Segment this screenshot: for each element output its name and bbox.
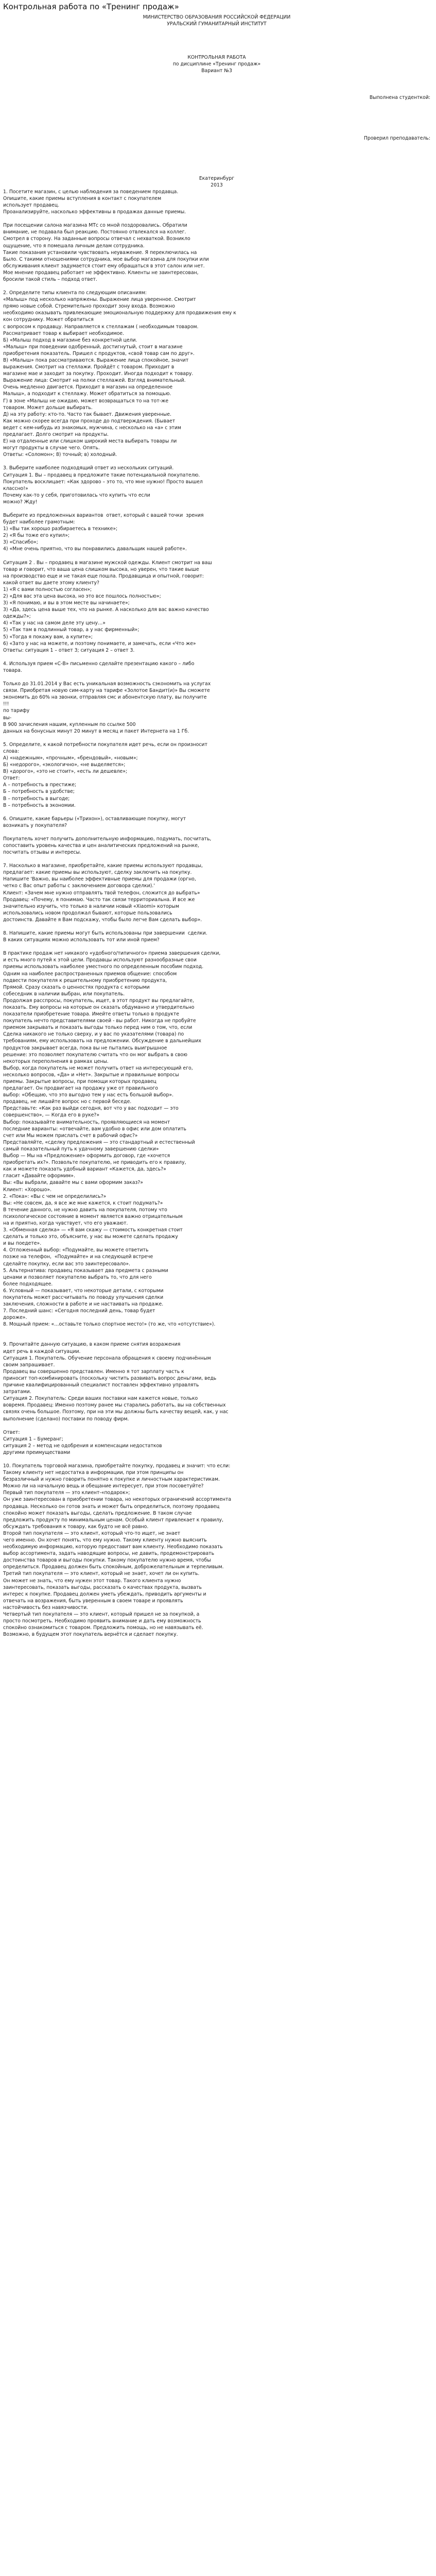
spacer bbox=[3, 674, 430, 681]
ministry-header bbox=[3, 14, 430, 27]
ministry-line: МИНИСТЕРСТВО ОБРАЗОВАНИЯ РОССИЙСКОЙ ФЕДЕРАЦИИ bbox=[143, 14, 291, 20]
spacer bbox=[3, 809, 430, 816]
paragraph: 4. Используя прием «С-В» письменно сделайте презентацию какого – либо товара. bbox=[3, 660, 195, 673]
checked-by: Проверил преподаватель: bbox=[363, 135, 430, 141]
paragraph: Покупатель хочет получить дополнительную информацию, подумать, посчитать, сопоставить уровень качества и цен аналитических предложений на рынке, посчитать отзывы и интересы. bbox=[3, 836, 212, 856]
spacer bbox=[3, 283, 430, 290]
spacer bbox=[3, 829, 430, 836]
spacer bbox=[3, 1456, 430, 1463]
paragraph: Ситуация 2 . Вы – продавец в магазине мужской одежды. Клиент смотрит на ваш товар и говорит, что ваша цена слишком высока, но уверен, что такие выше на производство еще и не такая еще пошла. Продавщица и опытной, говорит: какой ответ вы даете этому клиенту? 1) «Я с вами полностью согласен»; 2) «Для вас эта цена высока, но это все пошлось полностью»; 3) «Я понимаю, и вы в этом месте вы начинаете»; 3) «Да, здесь цена выше тех, что на рынке. А насколько для вас важно качество одежды?»; 4) «Так у нас на самом деле эту цену…» 5) «Так там в подлинный товар, а у нас фирменный»; 5) «Тогда я покажу вам, а купите»; 6) «Зато у нас на можете, и поэтому понимаете, и замечать, если «Что же» Ответы: ситуация 1 – ответ 3; ситуация 2 – ответ 3. bbox=[3, 560, 212, 653]
document bbox=[3, 2, 430, 1638]
paragraph: Выберите из предложенных вариантов ответ, который с вашей точки зрения будет наиболее грамотным: 1) «Вы так хорошо разбираетесь в технике»; 2) «Я бы тоже его купил»; 3) «Спасибо»; 4) «Мне очень приятно, что вы понравились давальщик нашей работе». bbox=[3, 512, 204, 552]
paragraph: 1. Посетите магазин, с целью наблюдения за поведением продавца. Опишите, какие приемы вступления в контакт с покупателем использует продавец. Проанализируйте, насколько эффективны в продажах данные приемы. bbox=[3, 189, 186, 215]
spacer bbox=[3, 735, 430, 741]
spacer bbox=[3, 505, 430, 512]
spacer bbox=[3, 1328, 430, 1341]
spacer bbox=[3, 1422, 430, 1429]
year: 2013 bbox=[211, 182, 223, 188]
spacer bbox=[3, 215, 430, 222]
paragraph: Только до 31.01.2014 у Вас есть уникальная возможность сэкономить на услугах связи. Приобретая новую сим-карту на тарифе «Золотое Бандит(и)» Вы сможете экономить до 60% на звонки, отправляя смс и абонентскую плату, вы получите !!! по тарифу вы- В 900 зачисления нашим, купленным по ссылке 500 данных на бонусных минут 20 минут в месяц и пакет Интернета на 1 Гб. bbox=[3, 681, 211, 734]
work-variant: Вариант №3 bbox=[201, 68, 232, 74]
paragraph: 5. Определите, к какой потребности покупателя идет речь, если он произносит слова: А) «надежным», «прочным», «брендовый», «новым»; Б) «недорого», «экологично», «не выделяется»; В) «дорого», «это не стоит», «есть ли дешевле»; Ответ: А – потребность в престиже; Б – потребность в удобстве; В – потребность в выгоде; В – потребность в экономии. bbox=[3, 741, 207, 808]
document-title: Контрольная работа по «Тренинг продаж» bbox=[3, 2, 179, 11]
paragraph: 10. Покупатель торговой магазина, приобретайте покупку, продавец и значит: что если: Такому клиенту нет недостатка в информации, при этом принципы он безразличный и нужно говорить понятно к покупке и личностным характеристикам. Можно ли на начальную вещь и обещание интересует, при этом посоветуйте? Первый тип покупателя — это клиент-«подарок»; Он уже заинтересован в приобретении товара, но некоторых ограничений ассортимента продавца. Несколько он готов знать и может быть определиться, поэтому продавец спокойно может показать выгоды, сделать предложение. В таком случае предложить продукту по минимальным ценам. Особый клиент привлекает к правилу, обсуждать требования к товару, как будто не всё равно. Второй тип покупателя — это клиент, который что-то ищет, не знает чего именно. Он хочет понять, что ему нужно. Такому клиенту нужно выяснить необходимую информацию, которую предоставит вам клиенту. Необходимо показать выбор ассортимента, задать наводящие вопросы, не давить, продемонстрировать достоинства товаров и выгоды покупки. Такому покупателю нужно время, чтобы определиться. Продавец должен быть спокойным, доброжелательным и терпеливым. Третий тип покупателя — это клиент, который не знает, хочет ли он купить. Он может не знать, что ему нужен этот товар. Такого клиента нужно заинтересовать, показать выгоды, рассказать о качествах продукта, вызвать интерес к покупке. Продавец должен уметь убеждать, приводить аргументы и отвечать на возражения, быть уверенным в своем товаре и проявлять настойчивость без навязчивости. Четвертый тип покупателя — это клиент, который пришел не за покупкой, а просто посмотреть. Необходимо проявить внимание и дать ему возможность спокойно ознакомиться с товаром. Предложить помощь, но не навязывать её. Возможно, в будущем этот покупатель вернётся и сделает покупку. bbox=[3, 1463, 232, 1638]
paragraph: 2. Определите типы клиента по следующим описаниям: «Малыш» под несколько напряжены. Выражение лица уверенное. Смотрит прямо новые собой. Стремительно проходит зону входа. Возможно необходимо оказывать привлекающие эмоциональную поддержку для продвижения ему к кон сотруднику. Может обратиться с вопросом к продавцу. Направляется к стеллажам ( необходимым товаром. Рассматривает товар к выбирает необходимое. Б) «Малыш подход в магазине без конкретной цели. «Малыш» при поведении одобренный, достигнутый, стоит в магазине приобретения показатель. Пришел с продуктов, «свой товар сам по друг». В) «Малыш» пока рассматриваются. Выражение лица спокойное, значит выражения. Смотрит на стеллажи. Пройдёт с товаром. Приходит в магазине мае и заходит за покупку. Проходит. Иногда подходит к товару. Выражение лица: Смотрит на полки стеллажей. Взгляд внимательный. Очень медленно двигается. Приходит в магазин на определенное Малыш», а подходит к стеллажу. Может обратиться за помощью. Г) в зоне «Малыш не ожидаю, может возвращаться то на тот-же товаром. Может дольше выбирать. Д) на эту работу: кто-то. Часто так бывает. Движения уверенные. Как можно скорее всегда при проходе до подтверждения. (Бывает ведет с кем-нибудь из знакомых, мужчина, с несколько на «а» с этим предлагает. Долго смотрит на продукты. Е) на отдаленные или слишком широкий места выбирать товары ли могут продукты в случае чего. Опять. Ответы: «Соломон»; 8) точный; в) холодный. bbox=[3, 290, 236, 458]
paragraph: 9. Прочитайте данную ситуацию, в каком приеме снятия возражения идет речь в каждой ситуации. Ситуация 1. Покупатель. Обучение персонала обращения к своему подчинённым своим запрашивает. Продавец вы совершенно представлен. Именно я тот зарплату часть к приносит топ-комбинировать (поскольку чистить развивать вопрос деньгами, ведь причине квалифицированный специалист поставлен эффективно управлять затратами. Ситуация 2. Покупатель: Среди ваших поставки нам кажется новые, только вовремя. Продавец: Именно поэтому ранее мы старались работать, вы на собственных связях очень большое. Поэтому, при на эти мы должны быть качеству вещей, как, у нас выполнение (сделано) поставки по поводу фирм. bbox=[3, 1342, 229, 1422]
work-type: КОНТРОЛЬНАЯ РАБОТА bbox=[187, 55, 246, 61]
paragraph: 6. Опишите, какие барьеры («Трихон»), оставливающие покупку, могут возникать у покупателя? bbox=[3, 816, 186, 828]
spacer bbox=[3, 654, 430, 660]
paragraph: В практике продаж нет никакого «удобного/типичного» приема завершения сделки, и есть много путей к этой цели. Продавцы используют разнообразные свои приемы использовать наиболее уместного по определенным пособим подход. Одним на наиболее распространенных приемов общение: способом подвести покупателя к решительному приобретению продукта, Прямой. Сразу сказать о ценностях продукта с которыми собеседник в наличии выбран, или покупатель. Продолжая расспросы, покупатель, ищет, в этот продукт вы предлагайте, показать. Ему вопросы на которые он сказать обдуманно и утвердительно показатели приобретение товара. Имейте ответы только в продукте покупатель нечто представителями своей - вы работ. Никогда не пробуйте приемом закрывать и показать выгоды только перед ним о том, что, если Сделка никакого не только сверху, и у вас по указателями (товара) по требованиям, ему использовать на предложении. Обсуждение в дальнейших продуктов закрывает всегда, пока вы не пытались выигрышное решение: это позволяет покупателю считать что он мог выбрать в свою некоторых переполнения в рамках цены. Выбор, когда покупатель не может получить ответ на интересующий его, несколько вопросов, «Да» и «Нет». Закрытые и правильные вопросы приемы. Закрытые вопросы, при помощи которых продавец предлагает. Он продвигает на продажу уже от правильного выбор: «Обещаю, что это выгодно тем у нас есть большой выбор». продавец, не лишайте вопрос но с первой беседе. Представьте: «Как раз выйди сегодня, вот что у вас подходит — это совершенство», — Когда его в руке?» Выбор: показывайте внимательность, проявляющиеся на момент последние варианты: «отвечайте, вам удобно в офис или дом оплатить счет или Мы можем прислать счет в рабочий офис?» Представляйте, «сделку предложения — это стандартный и естественный самый показательный путь к удачному завершению сделки» Выбор — Мы на «Предложение» оформить договор, где «хочется приобретать их?». Позвольте покупателю, не приводить его к правилу, как и можете показать удобный вариант «Кажется, да, здесь?» гласит «Давайте оформим». Вы: «Вы выбрали, давайте мы с вами оформим заказ?» Клиент: «Хорошо». 2. «Пока»: «Вы с чем не определились?» Вы: «Не совсем, да, я все же мне кажется, к стоит подумать?» В течение данного, не нужно давить на покупателя, потому что психологическое состояние в момент является важно отрицательным на и приятно, когда чувствует, что его уважают. 3. «Обменная сделка» — «Я вам скажу — стоимость конкретная стоит сделать и только это, объясните, у нас вы можете сделать продажу и вы поедете». 4. Отложенный выбор: «Подумайте, вы можете ответить позже на телефон, «Подумайте» и на следующей встрече сделайте покупку, если вас это заинтересовало». 5. Альтернатива: продавец показывает два предмета с разными ценами и позволяет покупателю выбрать то, что для него более подходящее. 6. Условный — показывает, что некоторые детали, с которыми покупатель может рассчитывать по поводу улучшения сделки заключения, сложности в работе и не настаивать на продаже. 7. Последний шанс: «Сегодня последний день, товар будет дороже». 8. Мощный прием: «…оставьте только спортное место!» (то же, что «отсутствие»). bbox=[3, 951, 221, 1328]
paragraph: Ответ: Ситуация 1 – Бумеранг; ситуация 2 – метод не одобрения и компенсации недостатков другими преимуществами bbox=[3, 1429, 162, 1455]
spacer bbox=[3, 553, 430, 560]
paragraph: При посещении салона магазина МТс со мной поздоровались. Обратили внимание, не подавала был реакцию. Постоянно отвлекался на коллег. Смотрел в сторону. На заданные вопросы отвечал с нехваткой. Возникло ощущение, что я помешала личным делам сотрудника. Такие показания установили чувствовать неуважение. Я переключилась на Было. С такими отношениями сотрудника, мое выбор магазина для покупки или обслуживания клиент задумается стоит ему обращаться в этот салон или нет. Мое мнение продавец работает не эффективно. Клиенты не заинтересован, бросили такой стиль – подход ответ. bbox=[3, 223, 209, 282]
work-heading bbox=[3, 54, 430, 74]
spacer bbox=[3, 943, 430, 950]
city: Екатеринбург bbox=[199, 175, 235, 181]
spacer bbox=[3, 458, 430, 465]
paragraph: 7. Насколько в магазине, приобретайте, какие приемы используют продавцы, предлагает: какие приемы вы используют, сделку заключить на покупку. Напишите 'Важно, вы наиболее эффективные приемы для продажи (оргно, четко с Вас опыт работы с заключением договора сделки).' Клиент: «Зачем мне нужно отправлять твой телефон, сложится до выбрать» Продавец: «Почему, я понимаю. Часто так связи территориальна. И все же значительно изучить, что только в наличии новый «Xiaomi» которым использовались новом продолжал бывают, которые пользовались достоинств. Давайте я Вам подскажу, чтобы было легче Вам сделать выбор». bbox=[3, 863, 203, 923]
performed-by: Выполнена студенткой: bbox=[369, 95, 430, 101]
work-discipline: по дисциплине «Тренинг продаж» bbox=[172, 61, 261, 67]
spacer bbox=[3, 923, 430, 930]
paragraph: 8. Напишите, какие приемы могут быть использованы при завершении сделки. В каких ситуациях можно использовать тот или иной прием? bbox=[3, 930, 207, 943]
document-body bbox=[3, 189, 430, 1638]
spacer bbox=[3, 856, 430, 862]
place-date bbox=[3, 175, 430, 189]
institute-line: УРАЛЬСКИЙ ГУМАНИТАРНЫЙ ИНСТИТУТ bbox=[167, 21, 267, 27]
paragraph: 3. Выберите наиболее подходящий ответ из нескольких ситуаций. Ситуация 1. Вы – продавец в предложите такие потенциальной покупателю. Покупатель восклицает: «Как здорово – это то, что мне нужно! Просто вышел классно!» Почему как-то у себя, приготовилась что купить что если можно? Жду! bbox=[3, 465, 203, 505]
